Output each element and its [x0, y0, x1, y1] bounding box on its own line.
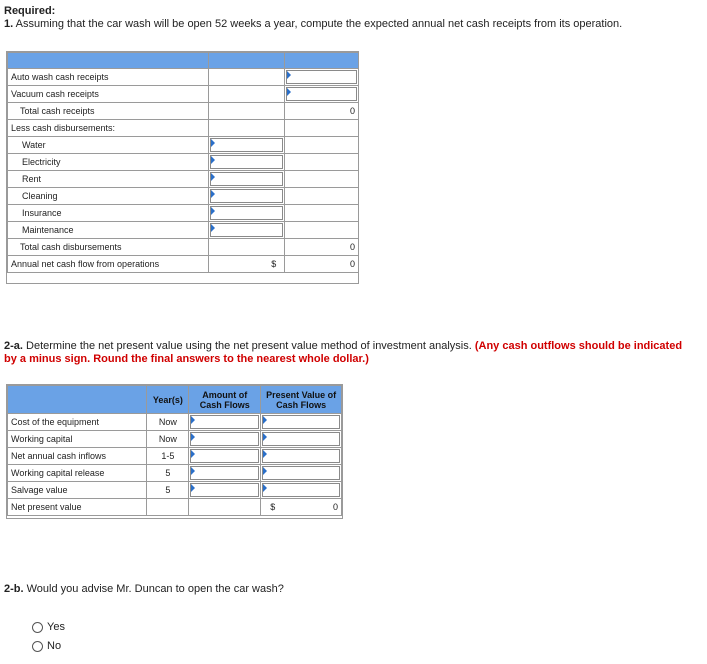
question-1-number: 1. [4, 18, 14, 30]
radio-circle-icon[interactable] [32, 641, 43, 652]
salvage-value-pv-input[interactable] [261, 482, 342, 499]
salvage-value-label: Salvage value [8, 482, 147, 499]
radio-label-yes: Yes [47, 621, 65, 633]
present-value-header: Present Value of Cash Flows [261, 386, 342, 414]
total-receipts-value: 0 [285, 103, 359, 120]
cost-equipment-label: Cost of the equipment [8, 414, 147, 431]
table-row [8, 414, 342, 431]
less-disbursements-label: Less cash disbursements: [8, 120, 209, 137]
table-row [8, 239, 359, 256]
npv-dollar-sign: $ [270, 502, 276, 512]
maintenance-label: Maintenance [8, 222, 209, 239]
table-row [8, 482, 342, 499]
cell-marker-icon [211, 156, 215, 164]
years-header: Year(s) [147, 386, 189, 414]
question-1-body: Assuming that the car wash will be open 52 weeks a year, compute the expected annual net cash receipts from its operation. [15, 18, 623, 30]
table-row [8, 448, 342, 465]
cell-marker-icon [263, 450, 267, 458]
auto-wash-input[interactable] [285, 69, 359, 86]
cell-marker-icon [191, 467, 195, 475]
working-capital-label: Working capital [8, 431, 147, 448]
vacuum-input[interactable] [285, 86, 359, 103]
table-header-row [8, 53, 359, 69]
cell-marker-icon [211, 207, 215, 215]
npv-header-row [8, 386, 342, 414]
question-2b-text [4, 583, 284, 595]
cell-marker-icon [211, 224, 215, 232]
working-capital-release-pv-input[interactable] [261, 465, 342, 482]
total-disbursements-label: Total cash disbursements [8, 239, 209, 256]
rent-label: Rent [8, 171, 209, 188]
auto-wash-label: Auto wash cash receipts [8, 69, 209, 86]
insurance-label: Insurance [8, 205, 209, 222]
cell-marker-icon [287, 88, 291, 96]
table-row [8, 499, 342, 516]
annual-cash-receipts-table [7, 52, 359, 273]
cell-marker-icon [191, 484, 195, 492]
question-2a-body: Determine the net present value using the net present value method of investment analysis. [26, 340, 472, 352]
question-1-text [4, 18, 622, 30]
net-annual-inflows-amount-input[interactable] [189, 448, 261, 465]
working-capital-amount-input[interactable] [189, 431, 261, 448]
question-2a-instructions: (Any cash outflows should be indicated by a minus sign. Round the final answers to the nearest whole dollar.) [4, 340, 683, 365]
working-capital-pv-input[interactable] [261, 431, 342, 448]
cell-marker-icon [191, 416, 195, 424]
question-2a-number: 2-a. [4, 340, 23, 352]
working-capital-release-amount-input[interactable] [189, 465, 261, 482]
cell-marker-icon [287, 71, 291, 79]
annual-net-cash-flow-label: Annual net cash flow from operations [8, 256, 209, 273]
cell-marker-icon [263, 467, 267, 475]
radio-label-no: No [47, 640, 62, 652]
working-capital-release-label: Working capital release [8, 465, 147, 482]
cell-marker-icon [263, 433, 267, 441]
insurance-input[interactable] [209, 205, 285, 222]
net-annual-inflows-label: Net annual cash inflows [8, 448, 147, 465]
annual-net-cash-flow-value: 0 [285, 256, 359, 273]
table-row [8, 205, 359, 222]
table-row [8, 103, 359, 120]
maintenance-input[interactable] [209, 222, 285, 239]
net-annual-inflows-pv-input[interactable] [261, 448, 342, 465]
working-capital-release-year: 5 [147, 465, 189, 482]
radio-circle-icon[interactable] [32, 622, 43, 633]
total-disbursements-value: 0 [285, 239, 359, 256]
table-row [8, 120, 359, 137]
rent-input[interactable] [209, 171, 285, 188]
table-row [8, 86, 359, 103]
total-receipts-label: Total cash receipts [8, 103, 209, 120]
cost-equipment-year: Now [147, 414, 189, 431]
npv-table [7, 385, 342, 516]
working-capital-year: Now [147, 431, 189, 448]
question-2a-text [4, 340, 694, 366]
table-row [8, 222, 359, 239]
table-row [8, 188, 359, 205]
water-label: Water [8, 137, 209, 154]
npv-value: 0 [332, 502, 338, 512]
vacuum-label: Vacuum cash receipts [8, 86, 209, 103]
cleaning-label: Cleaning [8, 188, 209, 205]
cell-marker-icon [191, 433, 195, 441]
cost-equipment-pv-input[interactable] [261, 414, 342, 431]
table-row [8, 431, 342, 448]
cell-marker-icon [263, 484, 267, 492]
salvage-value-year: 5 [147, 482, 189, 499]
table-row [8, 69, 359, 86]
table-row [8, 154, 359, 171]
cost-equipment-amount-input[interactable] [189, 414, 261, 431]
annual-net-dollar-sign: $ [209, 256, 285, 273]
electricity-input[interactable] [209, 154, 285, 171]
table-row [8, 137, 359, 154]
cell-marker-icon [263, 416, 267, 424]
radio-option-yes[interactable] [32, 621, 65, 633]
table-row [8, 465, 342, 482]
water-input[interactable] [209, 137, 285, 154]
cell-marker-icon [211, 190, 215, 198]
electricity-label: Electricity [8, 154, 209, 171]
cell-marker-icon [211, 139, 215, 147]
cell-marker-icon [211, 173, 215, 181]
table-row [8, 171, 359, 188]
npv-value-cell [261, 499, 342, 516]
table-row [8, 256, 359, 273]
net-annual-inflows-year: 1-5 [147, 448, 189, 465]
radio-option-no[interactable] [32, 640, 61, 652]
cell-marker-icon [191, 450, 195, 458]
salvage-value-amount-input[interactable] [189, 482, 261, 499]
npv-label: Net present value [8, 499, 147, 516]
question-2b-body: Would you advise Mr. Duncan to open the car wash? [26, 583, 284, 595]
cleaning-input[interactable] [209, 188, 285, 205]
required-heading: Required: [4, 5, 56, 17]
amount-header: Amount of Cash Flows [189, 386, 261, 414]
question-2b-number: 2-b. [4, 583, 24, 595]
